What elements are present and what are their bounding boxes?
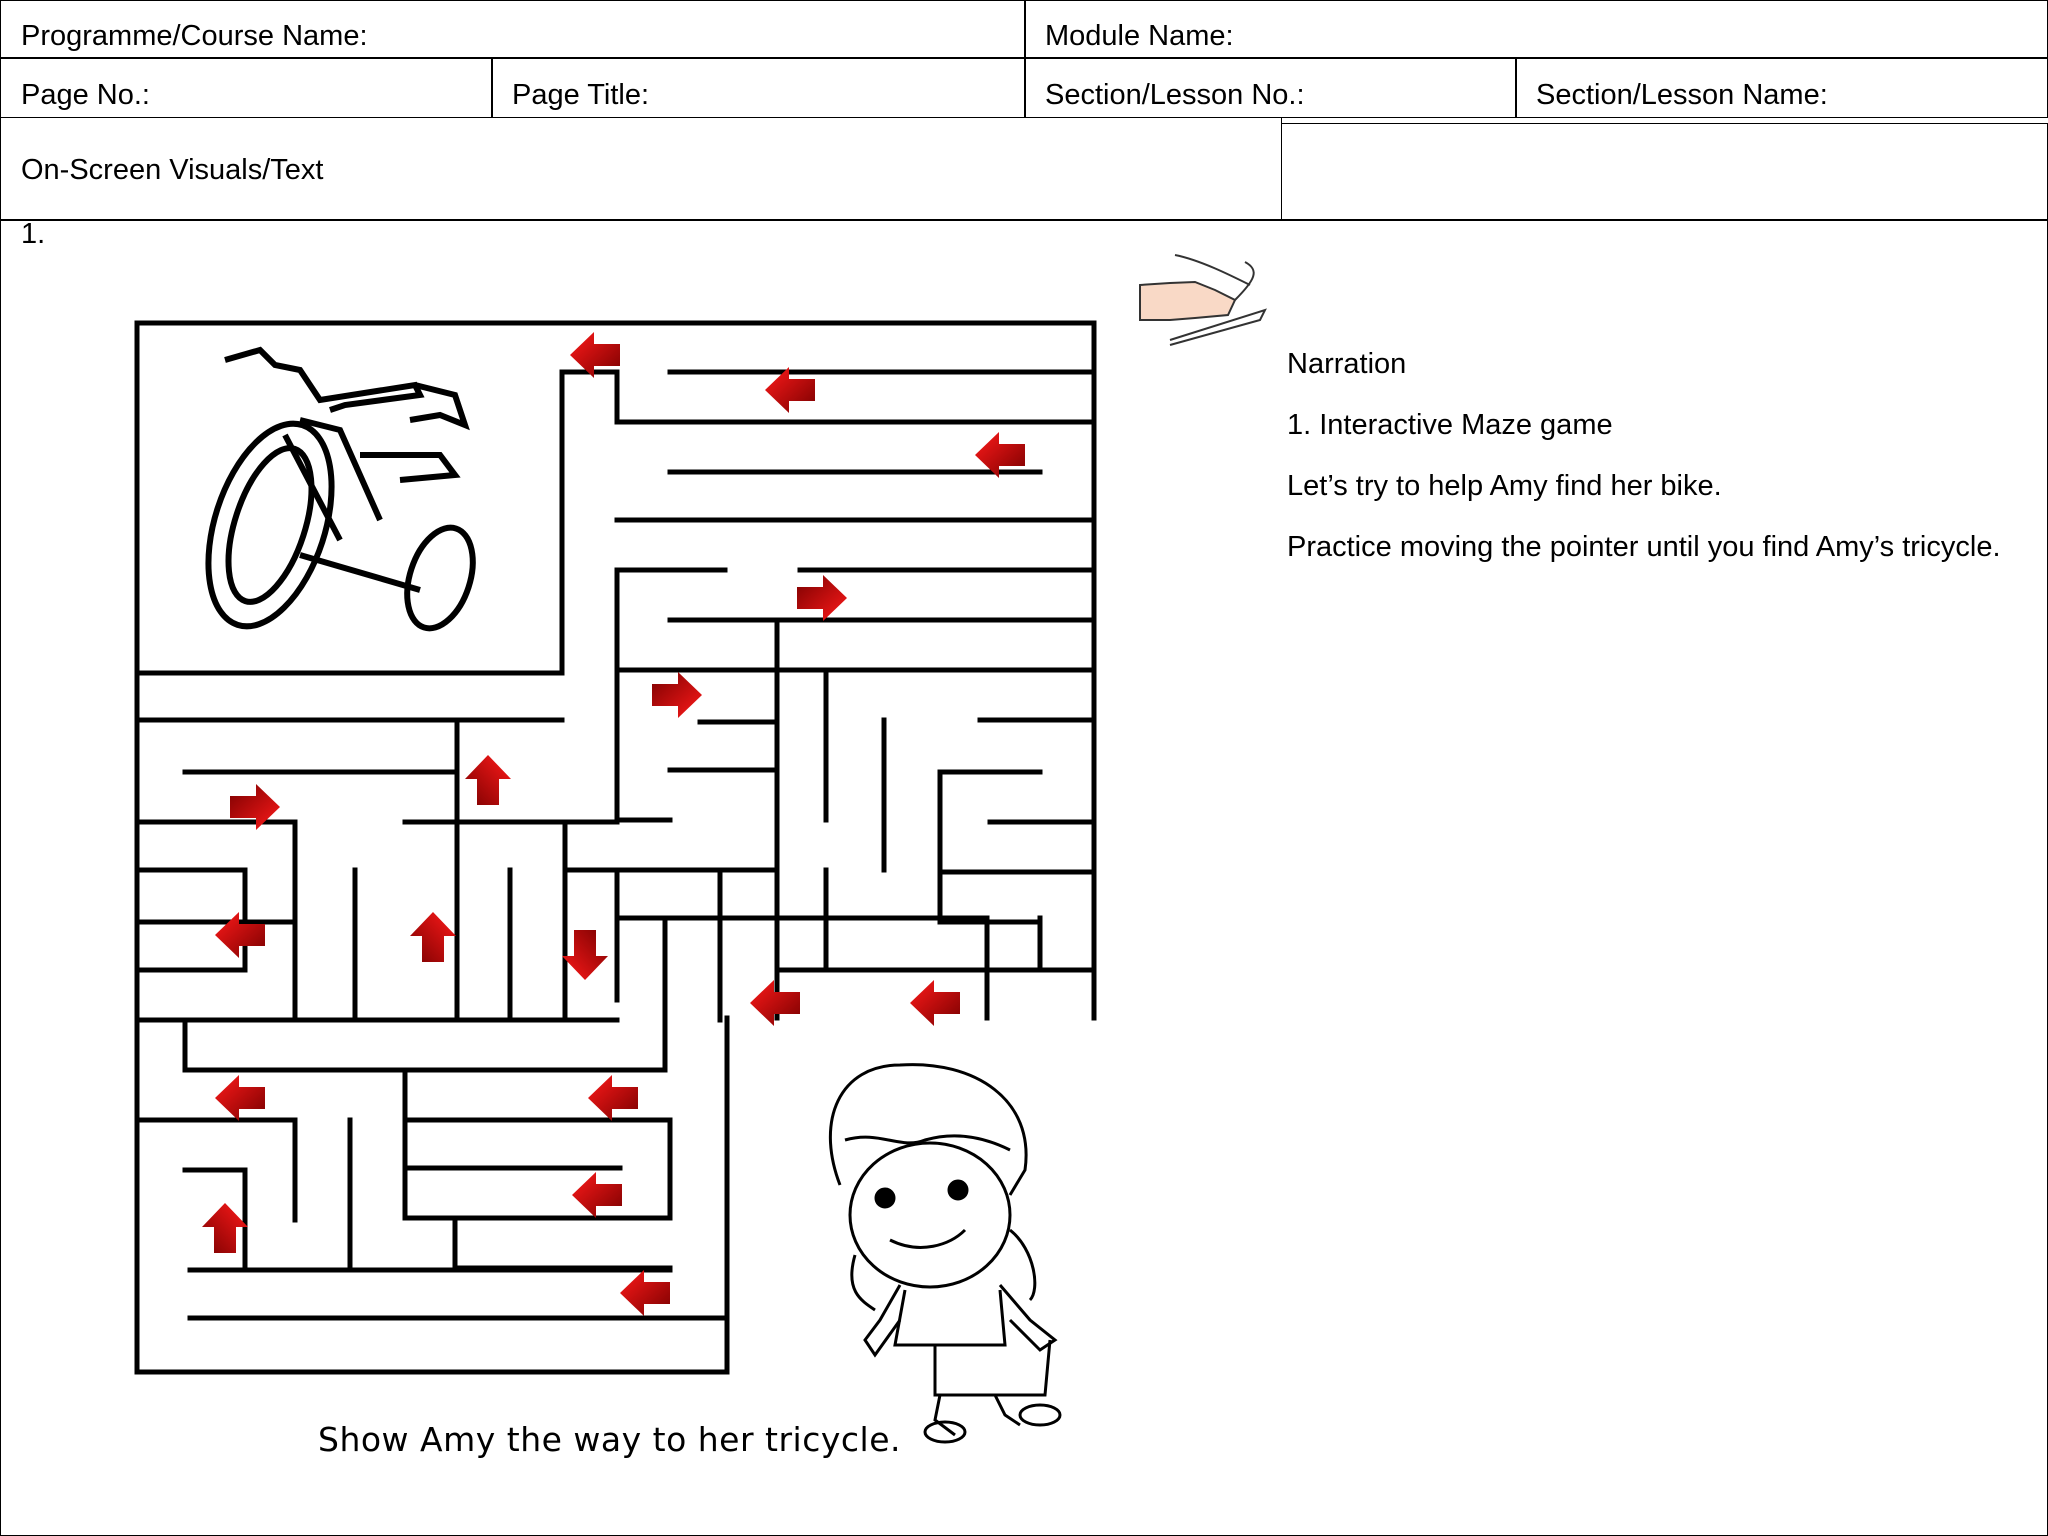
maze-walls xyxy=(137,323,1094,1372)
page-title-label: Page Title: xyxy=(512,79,650,111)
programme-label: Programme/Course Name: xyxy=(21,20,368,52)
item-number: 1. xyxy=(21,218,46,250)
red-arrow-icon xyxy=(797,575,847,621)
hand-on-mouse-icon xyxy=(1140,255,1265,345)
red-arrow-icon xyxy=(620,1270,670,1316)
red-arrow-icon xyxy=(215,1075,265,1121)
red-arrow-icon xyxy=(572,1172,622,1218)
red-arrow-icon xyxy=(910,980,960,1026)
red-arrow-icon xyxy=(652,672,702,718)
narration-line-2: Practice moving the pointer until you find Amy’s tricycle. xyxy=(1287,531,2001,563)
girl-amy-icon xyxy=(830,1065,1060,1442)
red-arrow-icon xyxy=(562,930,608,980)
red-arrow-icon xyxy=(465,755,511,805)
section-name-label: Section/Lesson Name: xyxy=(1536,79,1828,111)
visuals-label: On-Screen Visuals/Text xyxy=(21,154,324,186)
narration-line-1: Let’s try to help Amy find her bike. xyxy=(1287,470,1722,502)
tricycle-icon xyxy=(185,350,484,642)
page-no-label: Page No.: xyxy=(21,79,150,111)
narration-heading: Narration xyxy=(1287,348,1407,380)
section-no-label: Section/Lesson No.: xyxy=(1045,79,1305,111)
red-arrow-icon xyxy=(410,912,456,962)
maze-caption: Show Amy the way to her tricycle. xyxy=(318,1420,901,1459)
module-label: Module Name: xyxy=(1045,20,1234,52)
red-arrow-icon xyxy=(202,1203,248,1253)
red-arrow-icon xyxy=(215,912,265,958)
red-arrow-icon xyxy=(588,1075,638,1121)
narration-item: 1. Interactive Maze game xyxy=(1287,409,1613,441)
